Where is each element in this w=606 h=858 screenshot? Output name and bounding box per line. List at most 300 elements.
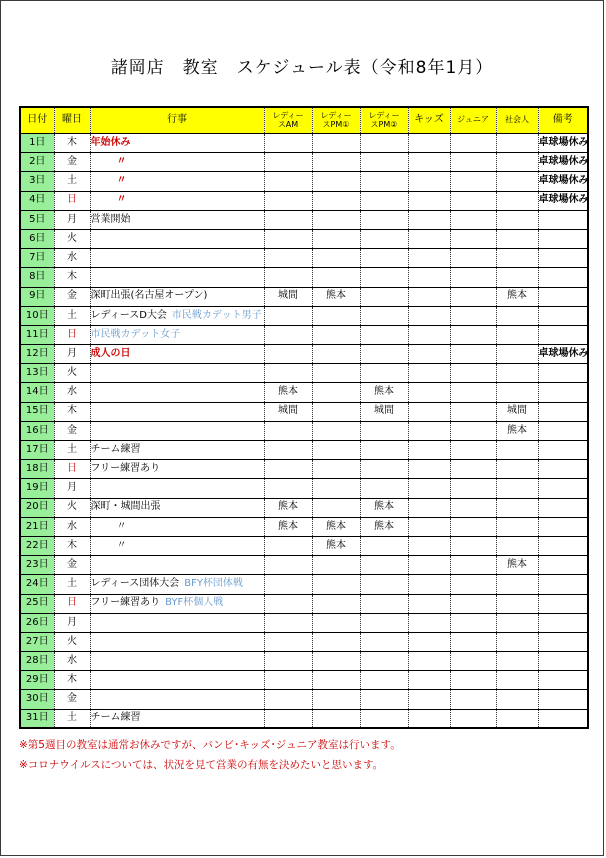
cell-note <box>538 690 588 709</box>
cell-lpm2 <box>360 249 408 268</box>
cell-note <box>538 441 588 460</box>
cell-lam <box>264 594 312 613</box>
table-row <box>20 421 588 440</box>
cell-date: 9日 <box>20 287 54 306</box>
cell-adult <box>496 671 538 690</box>
cell-day-of-week: 月 <box>54 479 90 498</box>
cell-event <box>90 191 264 210</box>
cell-lpm1 <box>312 575 360 594</box>
cell-lam: 熊本 <box>264 498 312 517</box>
cell-event <box>90 709 264 728</box>
cell-lpm2: 熊本 <box>360 517 408 536</box>
table-row <box>20 652 588 671</box>
event-text: チーム練習 <box>90 712 141 724</box>
cell-date: 2日 <box>20 153 54 172</box>
cell-kids <box>408 402 450 421</box>
cell-note: 卓球場休み <box>538 153 588 172</box>
cell-kids <box>408 709 450 728</box>
footnotes <box>19 736 603 775</box>
cell-date: 20日 <box>20 498 54 517</box>
cell-day-of-week: 金 <box>54 556 90 575</box>
cell-note <box>538 498 588 517</box>
cell-junior <box>450 556 496 575</box>
table-body <box>20 134 588 729</box>
cell-adult <box>496 652 538 671</box>
cell-date: 25日 <box>20 594 54 613</box>
cell-date: 4日 <box>20 191 54 210</box>
event-tournament-text: BFY杯団体戦 <box>184 578 243 590</box>
cell-lpm1 <box>312 402 360 421</box>
cell-lam <box>264 479 312 498</box>
cell-note <box>538 364 588 383</box>
cell-lpm1 <box>312 594 360 613</box>
event-text: 深町出張(名古屋オープン) <box>90 290 208 302</box>
cell-date: 8日 <box>20 268 54 287</box>
cell-junior <box>450 249 496 268</box>
cell-junior <box>450 709 496 728</box>
cell-day-of-week: 水 <box>54 249 90 268</box>
cell-lpm2 <box>360 613 408 632</box>
cell-note <box>538 517 588 536</box>
cell-lam: 熊本 <box>264 383 312 402</box>
cell-day-of-week: 金 <box>54 153 90 172</box>
cell-adult: 熊本 <box>496 421 538 440</box>
table-row <box>20 306 588 325</box>
table-row <box>20 575 588 594</box>
cell-kids <box>408 268 450 287</box>
cell-lpm1 <box>312 613 360 632</box>
cell-lam <box>264 460 312 479</box>
cell-note <box>538 402 588 421</box>
cell-note <box>538 249 588 268</box>
cell-event <box>90 325 264 344</box>
cell-kids <box>408 690 450 709</box>
cell-event <box>90 575 264 594</box>
schedule-table <box>19 106 589 729</box>
cell-kids <box>408 229 450 248</box>
cell-kids <box>408 498 450 517</box>
cell-adult <box>496 134 538 153</box>
cell-lpm1 <box>312 479 360 498</box>
cell-date: 6日 <box>20 229 54 248</box>
event-text: 営業開始 <box>90 213 131 225</box>
cell-lpm2: 熊本 <box>360 383 408 402</box>
table-row <box>20 364 588 383</box>
cell-day-of-week: 火 <box>54 632 90 651</box>
cell-event <box>90 594 264 613</box>
cell-note <box>538 594 588 613</box>
table-row <box>20 498 588 517</box>
table-row <box>20 690 588 709</box>
cell-lpm2: 城間 <box>360 402 408 421</box>
column-header-lpm1: レディー スPM① <box>312 107 360 134</box>
cell-lpm2 <box>360 229 408 248</box>
cell-note <box>538 652 588 671</box>
table-row <box>20 517 588 536</box>
cell-date: 15日 <box>20 402 54 421</box>
cell-lam <box>264 441 312 460</box>
table-row <box>20 287 588 306</box>
cell-date: 30日 <box>20 690 54 709</box>
cell-day-of-week: 土 <box>54 709 90 728</box>
cell-day-of-week: 水 <box>54 383 90 402</box>
cell-lpm2 <box>360 690 408 709</box>
cell-lpm2 <box>360 421 408 440</box>
cell-junior <box>450 191 496 210</box>
table-row <box>20 594 588 613</box>
cell-junior <box>450 153 496 172</box>
cell-junior <box>450 632 496 651</box>
column-header-junior: ジュニア <box>450 107 496 134</box>
table-row <box>20 402 588 421</box>
cell-kids <box>408 191 450 210</box>
cell-date: 17日 <box>20 441 54 460</box>
column-header-adult: 社会人 <box>496 107 538 134</box>
cell-lam <box>264 556 312 575</box>
cell-lam <box>264 191 312 210</box>
cell-lpm2 <box>360 268 408 287</box>
cell-junior <box>450 536 496 555</box>
cell-event <box>90 632 264 651</box>
cell-junior <box>450 325 496 344</box>
cell-note <box>538 306 588 325</box>
cell-junior <box>450 287 496 306</box>
cell-lpm1 <box>312 671 360 690</box>
cell-adult <box>496 517 538 536</box>
cell-event <box>90 479 264 498</box>
cell-lpm1 <box>312 249 360 268</box>
cell-lpm1 <box>312 441 360 460</box>
cell-note <box>538 229 588 248</box>
cell-note <box>538 479 588 498</box>
cell-lpm1 <box>312 191 360 210</box>
event-text: レディースD大会 <box>90 309 167 321</box>
cell-junior <box>450 172 496 191</box>
cell-lpm2 <box>360 536 408 555</box>
cell-date: 16日 <box>20 421 54 440</box>
cell-lpm1 <box>312 134 360 153</box>
cell-lpm2 <box>360 287 408 306</box>
cell-date: 10日 <box>20 306 54 325</box>
table-row <box>20 460 588 479</box>
cell-lpm1 <box>312 652 360 671</box>
cell-day-of-week: 火 <box>54 498 90 517</box>
cell-lpm1 <box>312 690 360 709</box>
cell-kids <box>408 536 450 555</box>
cell-kids <box>408 134 450 153</box>
cell-kids <box>408 479 450 498</box>
cell-kids <box>408 556 450 575</box>
cell-lpm2: 熊本 <box>360 498 408 517</box>
cell-junior <box>450 345 496 364</box>
cell-date: 19日 <box>20 479 54 498</box>
cell-kids <box>408 383 450 402</box>
event-text: フリー練習あり <box>90 597 161 609</box>
cell-date: 3日 <box>20 172 54 191</box>
cell-note <box>538 671 588 690</box>
cell-adult: 熊本 <box>496 556 538 575</box>
cell-event <box>90 441 264 460</box>
cell-adult <box>496 709 538 728</box>
cell-event <box>90 364 264 383</box>
cell-kids <box>408 306 450 325</box>
cell-junior <box>450 613 496 632</box>
cell-day-of-week: 木 <box>54 671 90 690</box>
cell-lpm1 <box>312 172 360 191</box>
cell-lpm1 <box>312 153 360 172</box>
cell-adult <box>496 479 538 498</box>
cell-adult <box>496 690 538 709</box>
cell-adult <box>496 632 538 651</box>
cell-lpm2 <box>360 210 408 229</box>
cell-lpm2 <box>360 441 408 460</box>
cell-lpm1 <box>312 325 360 344</box>
event-text: 〃 <box>116 194 127 206</box>
cell-date: 27日 <box>20 632 54 651</box>
cell-event <box>90 345 264 364</box>
cell-note <box>538 421 588 440</box>
cell-kids <box>408 613 450 632</box>
cell-adult <box>496 268 538 287</box>
cell-lam: 熊本 <box>264 517 312 536</box>
cell-note <box>538 325 588 344</box>
cell-note <box>538 536 588 555</box>
cell-date: 21日 <box>20 517 54 536</box>
cell-lam <box>264 345 312 364</box>
cell-kids <box>408 441 450 460</box>
cell-junior <box>450 517 496 536</box>
cell-adult <box>496 594 538 613</box>
cell-note <box>538 268 588 287</box>
cell-lam <box>264 575 312 594</box>
cell-junior <box>450 498 496 517</box>
cell-date: 12日 <box>20 345 54 364</box>
cell-day-of-week: 木 <box>54 268 90 287</box>
table-row <box>20 249 588 268</box>
cell-adult <box>496 383 538 402</box>
cell-date: 13日 <box>20 364 54 383</box>
cell-adult <box>496 191 538 210</box>
table-row <box>20 556 588 575</box>
cell-day-of-week: 日 <box>54 191 90 210</box>
cell-lam <box>264 153 312 172</box>
cell-kids <box>408 517 450 536</box>
cell-kids <box>408 671 450 690</box>
cell-adult <box>496 172 538 191</box>
cell-date: 23日 <box>20 556 54 575</box>
cell-note <box>538 709 588 728</box>
cell-adult <box>496 460 538 479</box>
cell-day-of-week: 土 <box>54 306 90 325</box>
cell-day-of-week: 金 <box>54 690 90 709</box>
cell-lpm1 <box>312 268 360 287</box>
cell-event <box>90 613 264 632</box>
cell-lam <box>264 690 312 709</box>
cell-lam <box>264 306 312 325</box>
event-tournament-text: BYF杯個人戦 <box>165 597 224 609</box>
cell-lpm2 <box>360 191 408 210</box>
table-row <box>20 441 588 460</box>
cell-lpm2 <box>360 153 408 172</box>
cell-adult <box>496 536 538 555</box>
cell-lpm2 <box>360 345 408 364</box>
cell-lam <box>264 325 312 344</box>
cell-event <box>90 421 264 440</box>
cell-lam <box>264 210 312 229</box>
cell-lpm1: 熊本 <box>312 536 360 555</box>
cell-day-of-week: 月 <box>54 210 90 229</box>
cell-note <box>538 575 588 594</box>
footnote-2: ※コロナウイルスについては、状況を見て営業の有無を決めたいと思います。 <box>19 758 384 771</box>
cell-note <box>538 460 588 479</box>
cell-note <box>538 287 588 306</box>
event-tournament-text: 市民戦カデット男子 <box>171 309 262 321</box>
table-header <box>20 107 588 134</box>
cell-lpm2 <box>360 325 408 344</box>
cell-lam <box>264 172 312 191</box>
footnote-1: ※第5週目の教室は通常お休みですが、バンビ･キッズ･ジュニア教室は行います。 <box>19 739 401 752</box>
cell-note <box>538 632 588 651</box>
cell-day-of-week: 木 <box>54 134 90 153</box>
cell-junior <box>450 421 496 440</box>
cell-kids <box>408 345 450 364</box>
cell-event <box>90 536 264 555</box>
cell-event <box>90 249 264 268</box>
cell-lpm2 <box>360 460 408 479</box>
cell-event <box>90 402 264 421</box>
cell-junior <box>450 690 496 709</box>
cell-junior <box>450 383 496 402</box>
cell-junior <box>450 479 496 498</box>
cell-event <box>90 172 264 191</box>
event-text: 市民戦カデット女子 <box>90 328 181 340</box>
table-row <box>20 172 588 191</box>
cell-event <box>90 652 264 671</box>
cell-junior <box>450 364 496 383</box>
cell-note: 卓球場休み <box>538 191 588 210</box>
cell-lpm1 <box>312 556 360 575</box>
cell-date: 22日 <box>20 536 54 555</box>
cell-adult <box>496 249 538 268</box>
cell-kids <box>408 594 450 613</box>
cell-lpm1 <box>312 709 360 728</box>
cell-day-of-week: 日 <box>54 460 90 479</box>
cell-junior <box>450 306 496 325</box>
cell-kids <box>408 652 450 671</box>
cell-adult <box>496 306 538 325</box>
cell-lam <box>264 709 312 728</box>
cell-day-of-week: 火 <box>54 364 90 383</box>
event-text: 深町・城間出張 <box>90 501 161 513</box>
cell-event <box>90 229 264 248</box>
cell-lpm1 <box>312 632 360 651</box>
cell-day-of-week: 金 <box>54 287 90 306</box>
cell-day-of-week: 土 <box>54 172 90 191</box>
cell-junior <box>450 402 496 421</box>
cell-junior <box>450 671 496 690</box>
cell-event <box>90 460 264 479</box>
event-text: 〃 <box>116 156 127 168</box>
cell-event <box>90 210 264 229</box>
event-text: チーム練習 <box>90 443 141 455</box>
cell-lam <box>264 421 312 440</box>
cell-junior <box>450 652 496 671</box>
cell-lpm1 <box>312 364 360 383</box>
cell-event <box>90 383 264 402</box>
cell-lam <box>264 613 312 632</box>
cell-adult <box>496 345 538 364</box>
cell-day-of-week: 火 <box>54 229 90 248</box>
cell-kids <box>408 249 450 268</box>
cell-lam <box>264 536 312 555</box>
column-header-note: 備考 <box>538 107 588 134</box>
cell-adult <box>496 575 538 594</box>
cell-kids <box>408 325 450 344</box>
cell-lpm1 <box>312 421 360 440</box>
cell-day-of-week: 金 <box>54 421 90 440</box>
cell-kids <box>408 575 450 594</box>
cell-lpm1 <box>312 460 360 479</box>
cell-lam <box>264 134 312 153</box>
table-row <box>20 536 588 555</box>
column-header-event: 行事 <box>90 107 264 134</box>
cell-lpm2 <box>360 709 408 728</box>
cell-day-of-week: 月 <box>54 613 90 632</box>
table-row <box>20 325 588 344</box>
table-row <box>20 153 588 172</box>
cell-lpm2 <box>360 364 408 383</box>
table-row <box>20 632 588 651</box>
cell-lpm2 <box>360 575 408 594</box>
cell-note <box>538 556 588 575</box>
cell-lam <box>264 249 312 268</box>
cell-junior <box>450 134 496 153</box>
column-header-dow: 曜日 <box>54 107 90 134</box>
cell-date: 29日 <box>20 671 54 690</box>
cell-kids <box>408 421 450 440</box>
event-text: 〃 <box>116 539 127 551</box>
table-row <box>20 191 588 210</box>
cell-lpm2 <box>360 594 408 613</box>
cell-adult <box>496 613 538 632</box>
cell-note: 卓球場休み <box>538 345 588 364</box>
cell-adult <box>496 441 538 460</box>
cell-date: 26日 <box>20 613 54 632</box>
cell-day-of-week: 月 <box>54 345 90 364</box>
cell-event <box>90 690 264 709</box>
schedule-table-container <box>19 106 588 729</box>
cell-date: 11日 <box>20 325 54 344</box>
cell-kids <box>408 364 450 383</box>
table-row <box>20 479 588 498</box>
cell-date: 28日 <box>20 652 54 671</box>
cell-date: 1日 <box>20 134 54 153</box>
cell-junior <box>450 441 496 460</box>
table-header-row <box>20 107 588 134</box>
cell-lpm2 <box>360 172 408 191</box>
cell-day-of-week: 水 <box>54 652 90 671</box>
event-text: フリー練習あり <box>90 463 161 475</box>
cell-day-of-week: 木 <box>54 536 90 555</box>
cell-event <box>90 153 264 172</box>
cell-event <box>90 517 264 536</box>
cell-date: 14日 <box>20 383 54 402</box>
cell-date: 31日 <box>20 709 54 728</box>
cell-lpm1 <box>312 210 360 229</box>
column-header-lpm2: レディー スPM② <box>360 107 408 134</box>
cell-adult <box>496 498 538 517</box>
cell-day-of-week: 水 <box>54 517 90 536</box>
